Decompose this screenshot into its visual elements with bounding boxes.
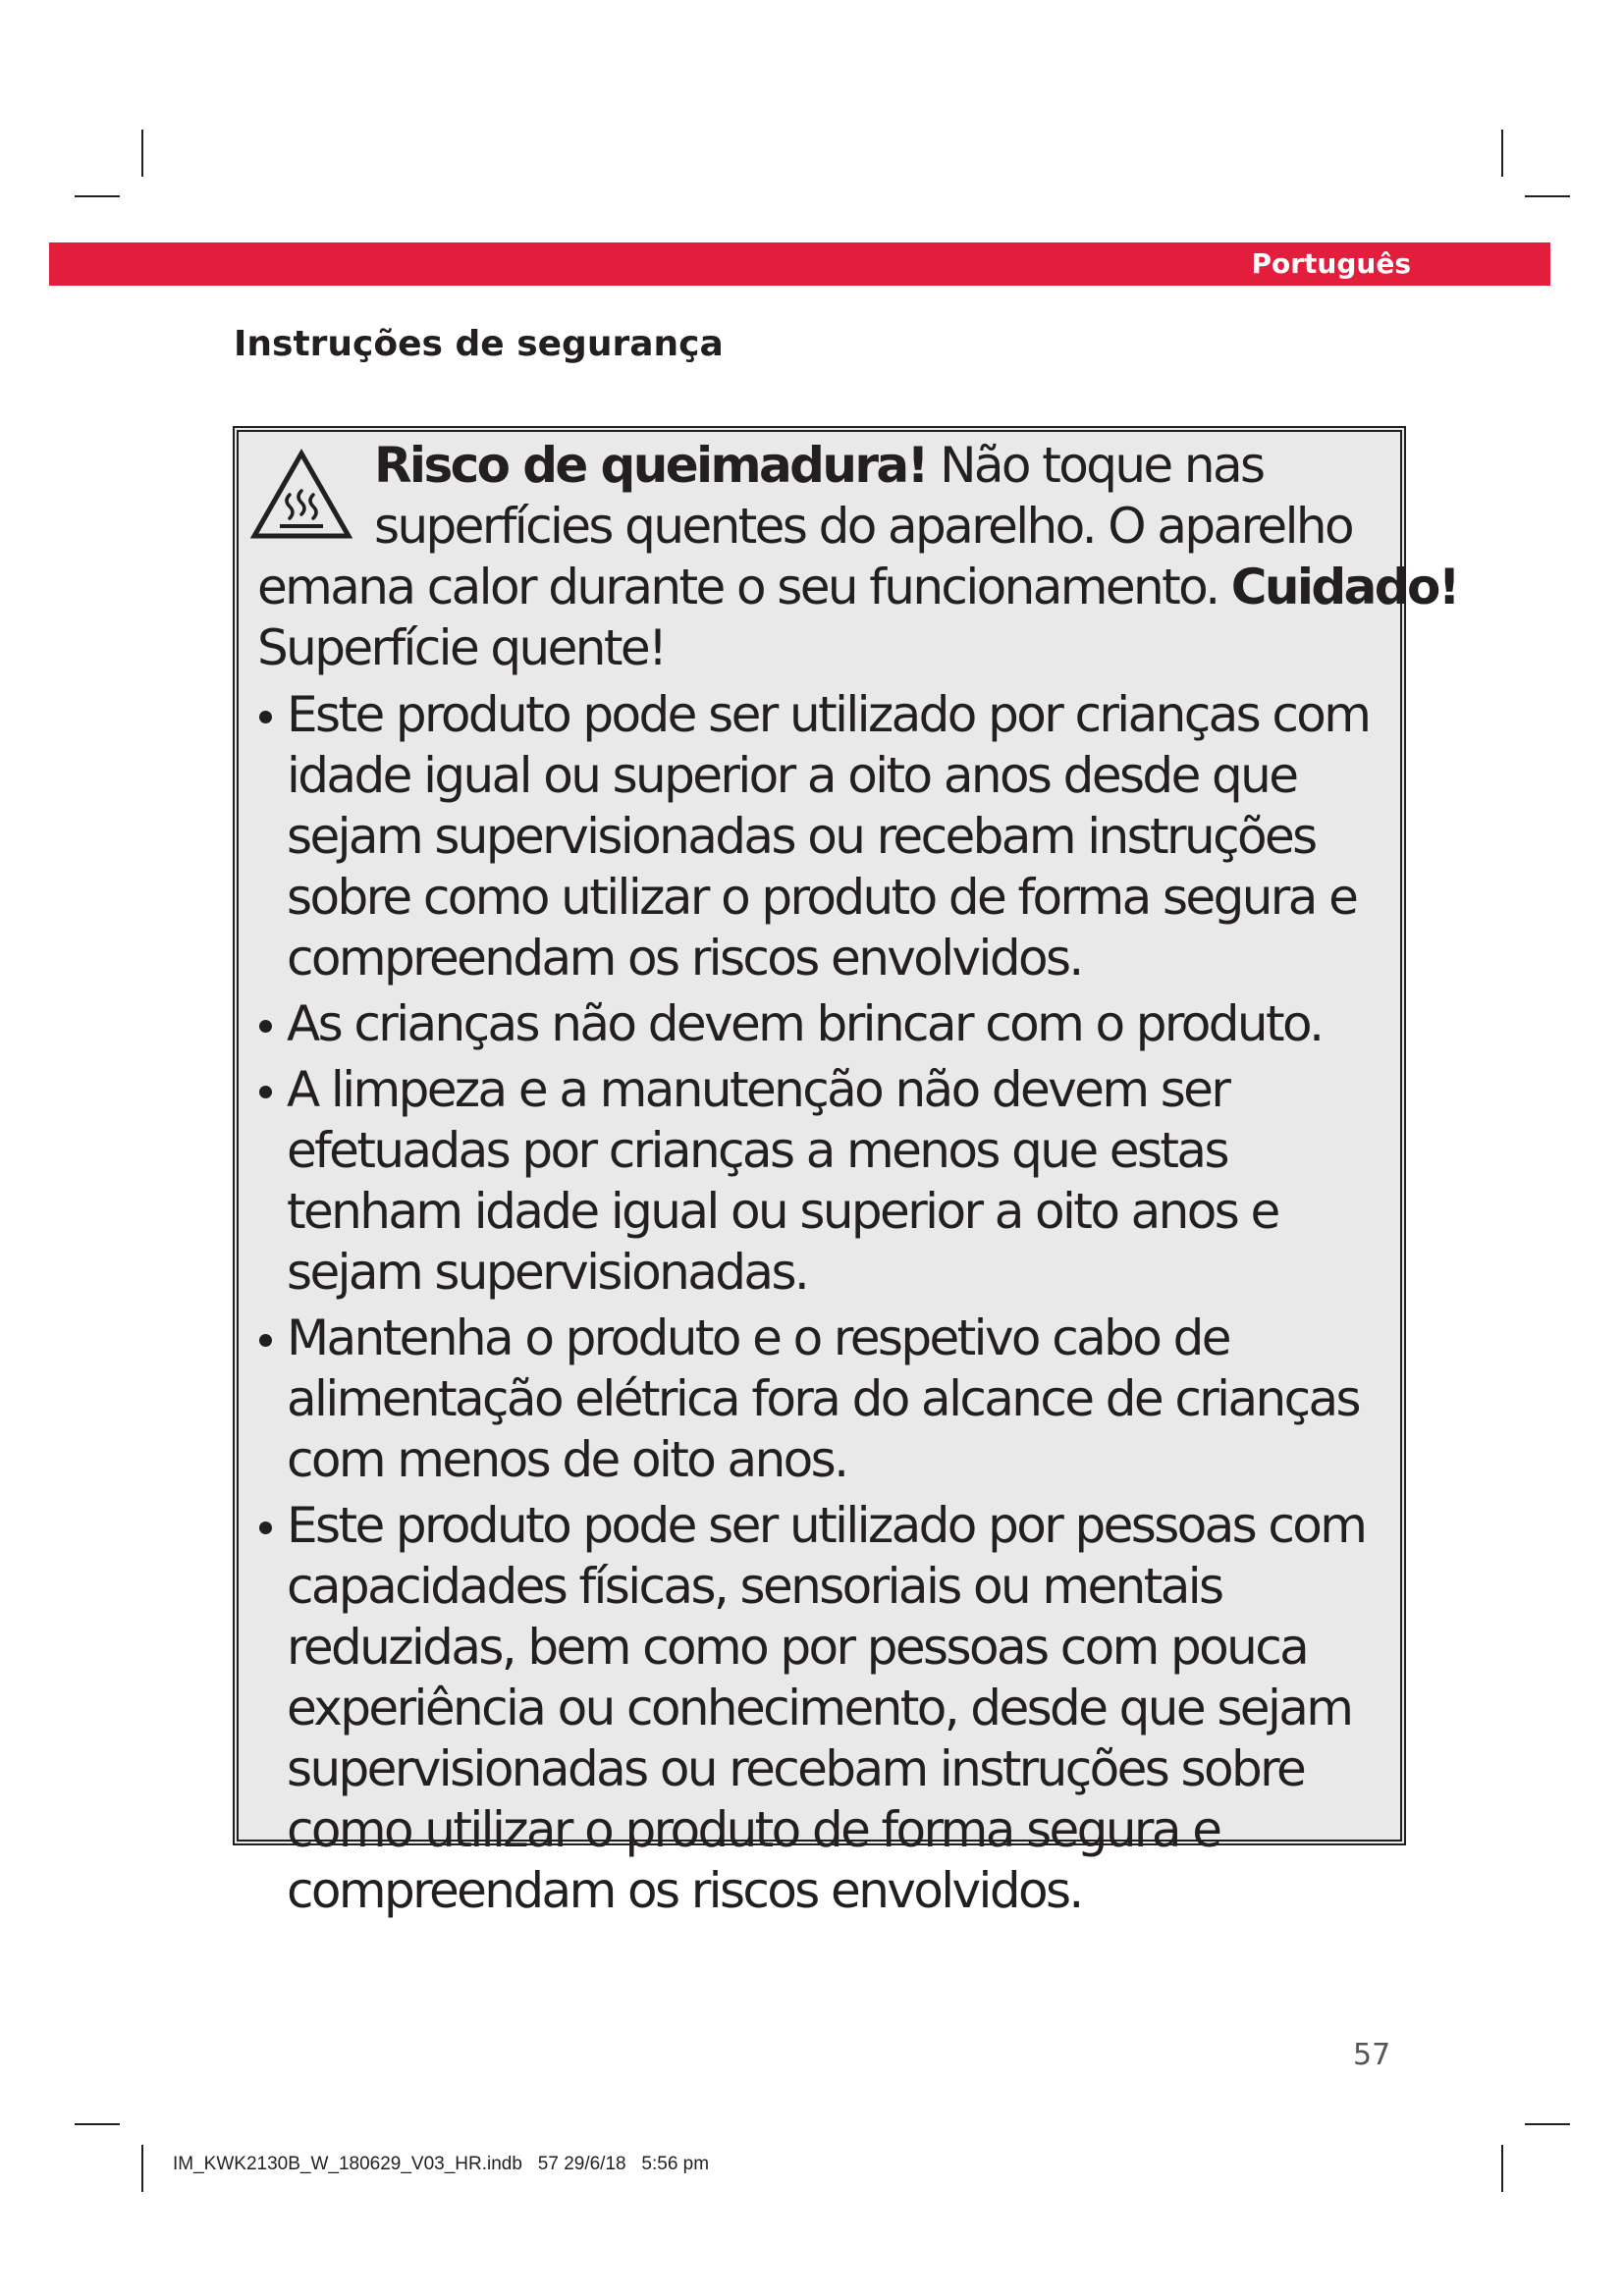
warning-intro-line [257, 557, 1458, 617]
page-number: 57 [1353, 2038, 1391, 2072]
warning-intro-text: emana calor durante o seu funcionamento. [257, 559, 1231, 615]
safety-warning-box [233, 426, 1458, 1919]
crop-mark [1501, 130, 1503, 177]
warning-intro-line [257, 435, 1392, 496]
safety-bullet-list [257, 684, 1392, 1921]
list-item: Este produto pode ser utilizado por pessoas com capacidades físicas, sensoriais ou mentais reduzidas, bem como por pessoas com pouca experiência ou conhecimento, desde que sejam supervisionadas ou recebam instruções sobre como utilizar o produto de forma segura e compreendam os riscos envolvidos. [257, 1495, 1392, 1921]
language-header-bar [49, 242, 1550, 286]
crop-mark [141, 130, 143, 177]
list-item: Este produto pode ser utilizado por crianças com idade igual ou superior a oito anos desde que sejam supervisionadas ou recebam instruções sobre como utilizar o produto de forma segura e compreendam os riscos envolvidos. [257, 684, 1392, 988]
section-title: Instruções de segurança [234, 324, 724, 364]
crop-mark [75, 2123, 120, 2125]
list-item: A limpeza e a manutenção não devem ser efetuadas por crianças a menos que estas tenham idade igual ou superior a oito anos e sejam supervisionadas. [257, 1059, 1392, 1303]
warning-intro-text: Não toque nas [926, 437, 1264, 494]
warning-intro-line: superfícies quentes do aparelho. O aparelho [374, 498, 1352, 555]
crop-mark [1525, 195, 1570, 197]
warning-heading: Risco de queimadura! [374, 437, 927, 494]
caution-label: Cuidado! [1230, 559, 1458, 615]
list-item: Mantenha o produto e o respetivo cabo de alimentação elétrica fora do alcance de crianças com menos de oito anos. [257, 1308, 1392, 1490]
crop-mark [141, 2145, 143, 2192]
crop-mark [1501, 2145, 1503, 2192]
crop-mark [1525, 2123, 1570, 2125]
warning-text [257, 435, 1458, 1926]
warning-intro-line: Superfície quente! [257, 619, 666, 676]
crop-mark [75, 195, 120, 197]
language-label: Português [1251, 247, 1411, 280]
list-item: As crianças não devem brincar com o produto. [257, 993, 1392, 1054]
print-file-info: IM_KWK2130B_W_180629_V03_HR.indb 57 29/6/18 5:56 pm [173, 2154, 710, 2174]
